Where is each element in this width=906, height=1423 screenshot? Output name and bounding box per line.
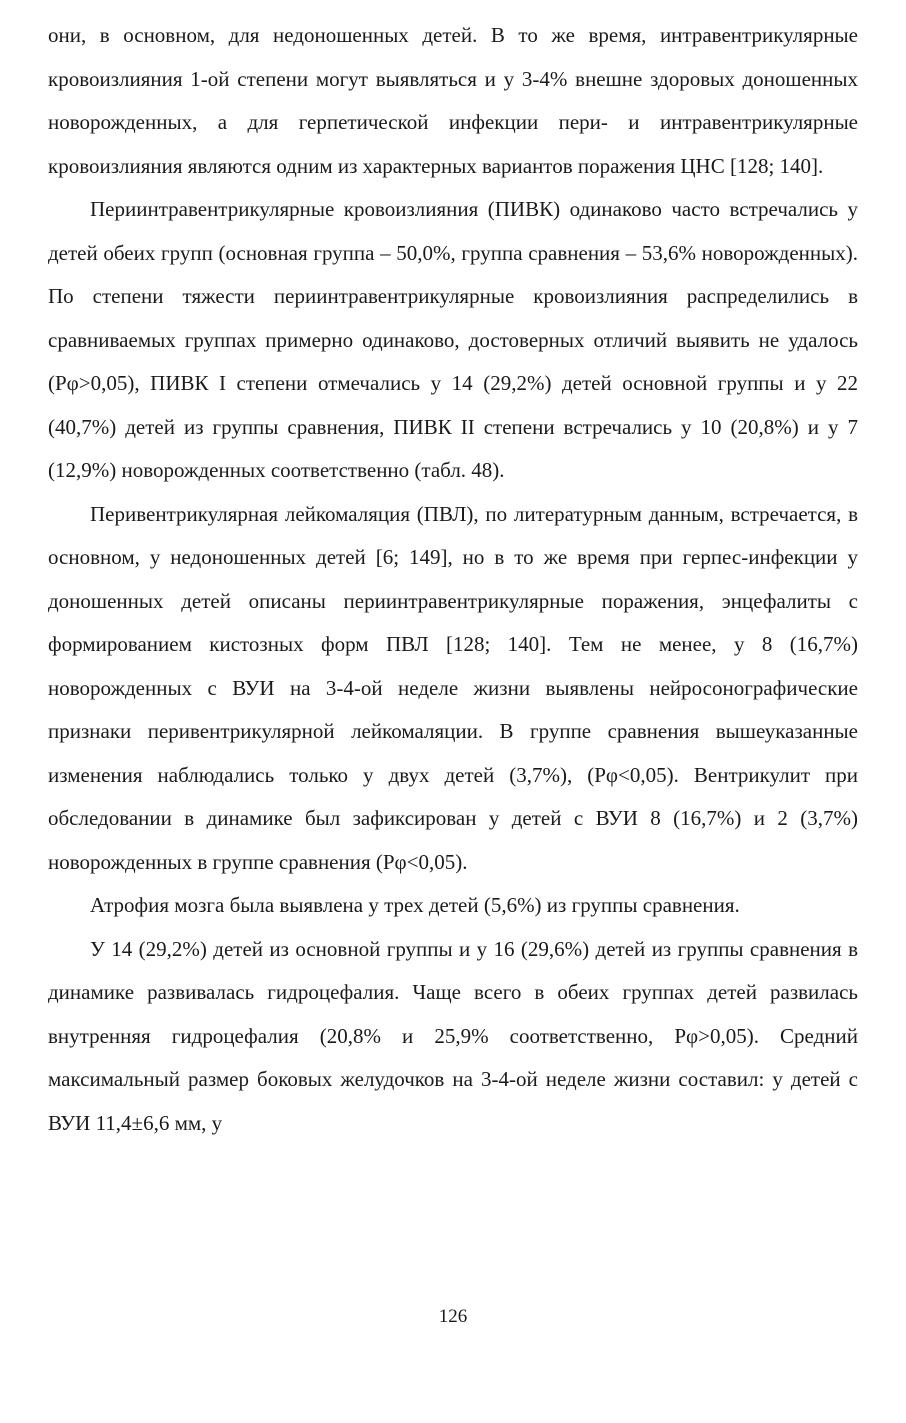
paragraph-5: У 14 (29,2%) детей из основной группы и у 16 (29,6%) детей из группы сравнения в динамике развивалась гидроцефалия. Чаще всего в обеих группах детей развилась внутренняя гидроцефалия (20,8% и 25,9% соответственно, Рφ>0,05). Средний максимальный размер боковых желудочков на 3-4-ой неделе жизни составил: у детей с ВУИ 11,4±6,6 мм, у (48, 936, 858, 1135)
paragraph-4: Атрофия мозга была выявлена у трех детей (5,6%) из группы сравнения. (90, 893, 740, 917)
paragraph-1: они, в основном, для недоношенных детей. В то же время, интравентрикулярные кровоизлияния 1-ой степени могут выявляться и у 3-4% внешне здоровых доношенных новорожденных, а для герпетической инфекции пери- и интравентрикулярные кровоизлияния являются одним из характерных вариантов поражения ЦНС [128; 140]. (48, 23, 858, 178)
paragraph-3: Перивентрикулярная лейкомаляция (ПВЛ), по литературным данным, встречается, в основном, у недоношенных детей [6; 149], но в то же время при герпес-инфекции у доношенных детей описаны периинтравентрикулярные поражения, энцефалиты с формированием кистозных форм ПВЛ [128; 140]. Тем не менее, у 8 (16,7%) новорожденных с ВУИ на 3-4-ой неделе жизни выявлены нейросонографические признаки перивентрикулярной лейкомаляции. В группе сравнения вышеуказанные изменения наблюдались только у двух детей (3,7%), (Рφ<0,05). Вентрикулит при обследовании в динамике был зафиксирован у детей с ВУИ 8 (16,7%) и 2 (3,7%) новорожденных в группе сравнения (Рφ<0,05). (48, 501, 858, 874)
paragraph-2: Периинтравентрикулярные кровоизлияния (ПИВК) одинаково часто встречались у детей обеих групп (основная группа – 50,0%, группа сравнения – 53,6% новорожденных). По степени тяжести периинтравентрикулярные кровоизлияния распределились в сравниваемых группах примерно одинаково, достоверных отличий выявить не удалось (Рφ>0,05), ПИВК I степени отмечались у 14 (29,2%) детей основной группы и у 22 (40,7%) детей из группы сравнения, ПИВК II степени встречались у 10 (20,8%) и у 7 (12,9%) новорожденных соответственно (табл. 48). (48, 197, 858, 482)
page-number: 126 (438, 1306, 468, 1327)
